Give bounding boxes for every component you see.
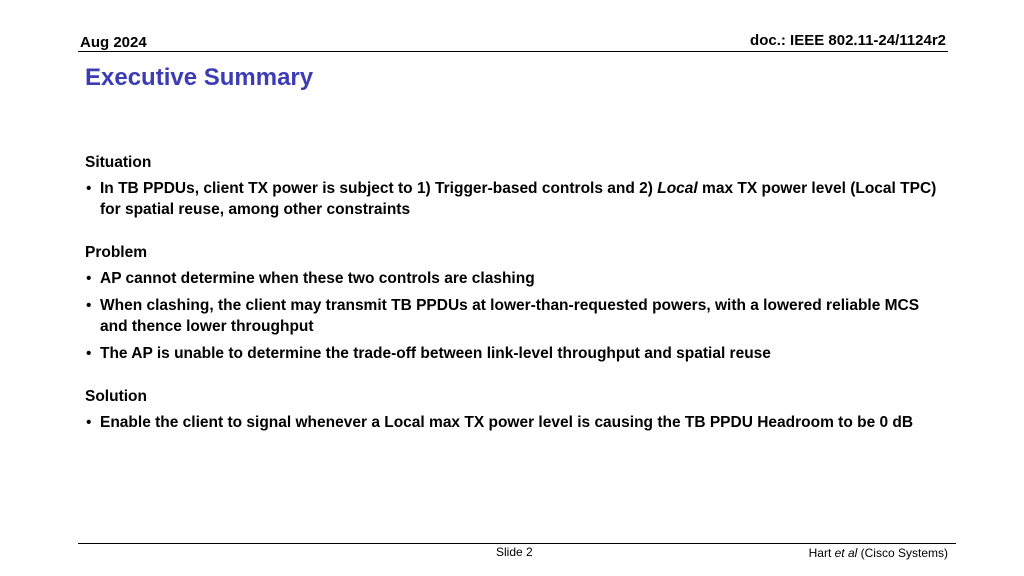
footer-author-name: Hart [808, 546, 835, 560]
problem-heading: Problem [85, 244, 148, 261]
problem-section [85, 242, 945, 364]
solution-bullet: • Enable the client to signal whenever a Local max TX power level is causing the TB PPDU Headroom to be 0 dB [85, 412, 945, 433]
footer-author-org: (Cisco Systems) [857, 546, 948, 560]
problem-bullet: • The AP is unable to determine the trade-off between link-level throughput and spatial reuse [85, 343, 945, 364]
situation-bullet-text-1: In TB PPDUs, client TX power is subject to 1) Trigger-based controls and 2) [100, 180, 658, 197]
footer-divider [78, 543, 956, 544]
header-date: Aug 2024 [80, 34, 147, 51]
header-divider [78, 51, 948, 52]
situation-section [85, 152, 945, 220]
situation-bullet [85, 178, 945, 220]
footer-author [809, 546, 948, 560]
solution-list [85, 412, 945, 433]
slide-title: Executive Summary [85, 64, 314, 91]
situation-heading: Situation [85, 154, 152, 171]
footer-slide-number: Slide 2 [496, 545, 533, 559]
slide-body [85, 152, 945, 439]
situation-bullet-text-2: max TX power level (Local TPC) for spatial reuse, among other constraints [100, 180, 937, 218]
problem-bullet: • AP cannot determine when these two controls are clashing [85, 268, 945, 289]
solution-heading: Solution [85, 388, 147, 405]
situation-list [85, 178, 945, 220]
footer-author-etal: et al [834, 546, 858, 560]
solution-section [85, 386, 945, 433]
situation-bullet-italic: Local [657, 180, 698, 197]
header-doc-id: doc.: IEEE 802.11-24/1124r2 [750, 32, 946, 49]
problem-list [85, 268, 945, 364]
problem-bullet: • When clashing, the client may transmit TB PPDUs at lower-than-requested powers, with a lowered reliable MCS and thence lower throughput [85, 295, 945, 337]
